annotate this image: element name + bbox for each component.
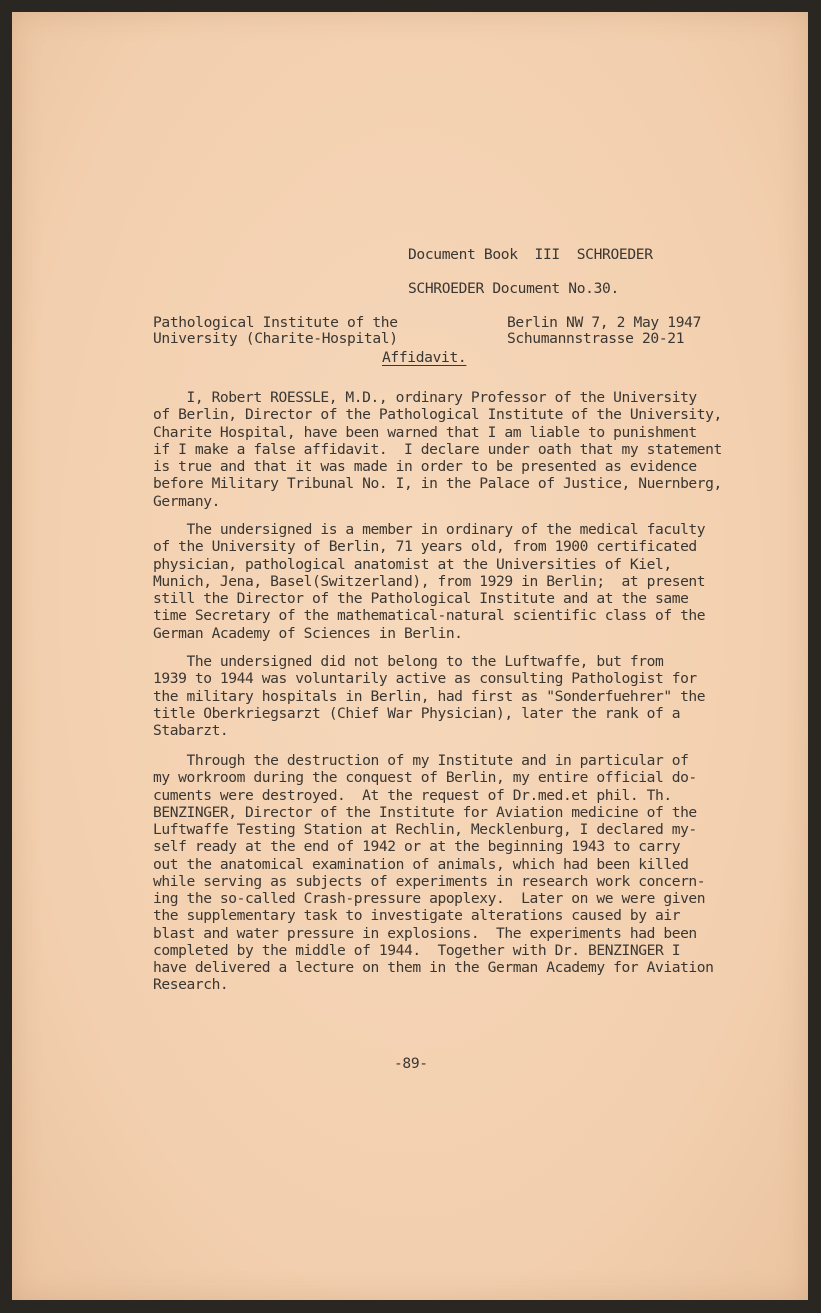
paragraph-declaration [153,389,722,510]
paragraph-line: cuments were destroyed. At the request of Dr.med.et phil. Th. [153,786,672,804]
paragraph-credentials [153,521,713,642]
paragraph-line: the supplementary task to investigate alterations caused by air [153,907,681,925]
affidavit-title: Affidavit. [382,349,467,366]
paragraph-line: is true and that it was made in order to be presented as evidence [153,458,697,475]
paragraph-line: of the University of Berlin, 71 years old, from 1900 certificated [153,538,697,556]
paragraph-line: before Military Tribunal No. I, in the Palace of Justice, Nuernberg, [153,475,722,493]
paragraph-line: Stabarzt. [153,722,229,739]
paragraph-line: title Oberkriegsarzt (Chief War Physician), later the rank of a [153,704,681,722]
paragraph-line: have delivered a lecture on them in the German Academy for Aviation [153,959,714,976]
paragraph-line: physician, pathological anatomist at the Universities of Kiel, [153,555,672,573]
paragraph-line: German Academy of Sciences in Berlin. [153,624,463,642]
paragraph-line: while serving as subjects of experiments in research work concern- [153,872,706,890]
paragraph-line: ing the so-called Crash-pressure apoplexy. Later on we were given [153,890,706,907]
document-page [12,12,808,1300]
document-number: SCHROEDER Document No.30. [408,280,619,297]
paragraph-line: The undersigned did not belong to the Luftwaffe, but from [153,653,664,670]
paragraph-line: completed by the middle of 1944. Together with Dr. BENZINGER I [153,941,681,959]
paragraph-line: Luftwaffe Testing Station at Rechlin, Mecklenburg, I declared my- [153,821,697,838]
paragraph-line: BENZINGER, Director of the Institute for Aviation medicine of the [153,803,697,821]
paragraph-line: the military hospitals in Berlin, had first as "Sonderfuehrer" the [153,687,706,705]
paragraph-experiments [153,752,713,994]
document-book-reference: Document Book III SCHROEDER [408,246,653,263]
institution-line-1: Pathological Institute of the [153,314,398,331]
paragraph-luftwaffe [153,653,713,739]
paragraph-line: self ready at the end of 1942 or at the beginning 1943 to carry [153,838,681,856]
paragraph-line: my workroom during the conquest of Berlin, my entire official do- [153,769,697,787]
paragraph-line: Charite Hospital, have been warned that I am liable to punishment [153,423,697,441]
place-date-line: Berlin NW 7, 2 May 1947 [507,314,702,331]
paragraph-line: if I make a false affidavit. I declare under oath that my statement [153,440,722,458]
paragraph-line: Through the destruction of my Institute and in particular of [153,752,689,769]
institution-line-2: University (Charite-Hospital) [153,330,398,347]
paragraph-line: time Secretary of the mathematical-natural scientific class of the [153,607,706,625]
paragraph-line: Germany. [153,492,220,510]
paragraph-line: of Berlin, Director of the Pathological Institute of the University, [153,406,722,424]
paragraph-line: still the Director of the Pathological Institute and at the same [153,590,689,607]
paragraph-line: blast and water pressure in explosions. The experiments had been [153,924,697,942]
address-line: Schumannstrasse 20-21 [507,330,685,347]
page-number: -89- [394,1055,428,1072]
paragraph-line: The undersigned is a member in ordinary of the medical faculty [153,521,706,538]
paragraph-line: Munich, Jena, Basel(Switzerland), from 1929 in Berlin; at present [153,572,706,590]
paragraph-line: out the anatomical examination of animals, which had been killed [153,855,689,873]
paragraph-line: I, Robert ROESSLE, M.D., ordinary Professor of the University [153,389,697,406]
paragraph-line: Research. [153,976,229,994]
paragraph-line: 1939 to 1944 was voluntarily active as consulting Pathologist for [153,670,697,688]
